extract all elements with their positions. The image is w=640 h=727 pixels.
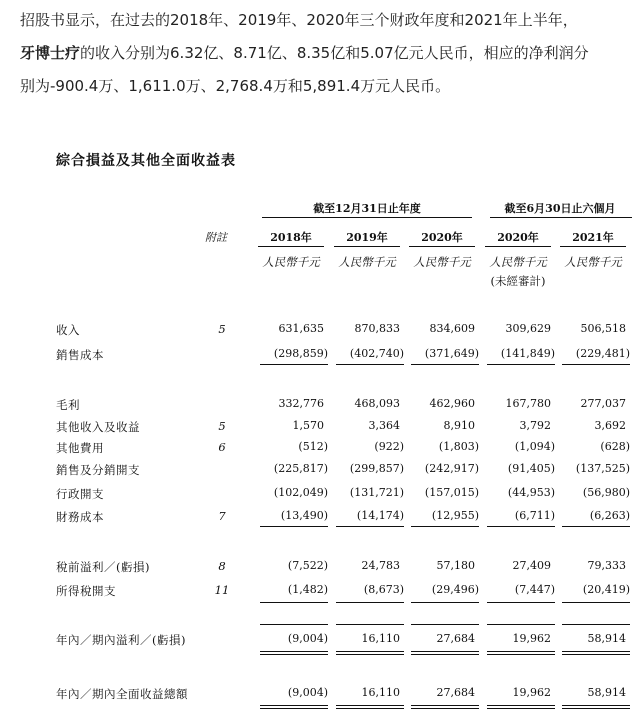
table-cell: (6,711)	[514, 509, 555, 522]
subtotal-rule	[336, 624, 404, 625]
row-note-ref: 5	[218, 419, 226, 433]
note-column-header: 附註	[205, 231, 227, 244]
row-label: 財務成本	[56, 510, 104, 524]
table-cell: (9,004)	[287, 632, 328, 645]
table-cell: 834,609	[429, 322, 475, 335]
subtotal-rule	[336, 526, 404, 527]
group-header-annual: 截至12月31日止年度	[313, 202, 421, 215]
table-cell: (371,649)	[424, 347, 479, 360]
row-label: 其他費用	[56, 441, 104, 455]
table-cell: (512)	[298, 440, 328, 453]
table-cell: 16,110	[361, 632, 400, 645]
column-currency-unit: 人民幣千元	[262, 255, 320, 269]
table-cell: (7,522)	[287, 559, 328, 572]
double-underline	[411, 651, 479, 655]
group-header-annual-rule	[262, 217, 472, 218]
table-cell: (922)	[374, 440, 404, 453]
column-year-rule	[258, 246, 324, 247]
table-cell: 8,910	[443, 419, 475, 432]
table-cell: (1,482)	[287, 583, 328, 596]
table-cell: 27,409	[512, 559, 551, 572]
table-cell: 79,333	[587, 559, 626, 572]
row-label: 收入	[56, 323, 80, 337]
column-currency-unit: 人民幣千元	[413, 255, 471, 269]
column-year-rule	[485, 246, 551, 247]
table-cell: 506,518	[580, 322, 626, 335]
company-name: 牙博士疗	[20, 44, 81, 62]
double-underline	[562, 705, 630, 709]
column-year-header: 2020年	[421, 231, 463, 244]
group-header-halfyear: 截至6月30日止六個月	[504, 202, 616, 215]
table-cell: (1,803)	[438, 440, 479, 453]
column-year-header: 2019年	[346, 231, 388, 244]
table-cell: 3,792	[519, 419, 551, 432]
column-currency-unit: 人民幣千元	[489, 255, 547, 269]
table-cell: 27,684	[436, 686, 475, 699]
column-year-rule	[560, 246, 626, 247]
table-cell: (9,004)	[287, 686, 328, 699]
subtotal-rule	[411, 526, 479, 527]
row-label: 年內／期內溢利／(虧損)	[56, 633, 186, 647]
row-label: 銷售及分銷開支	[56, 463, 140, 477]
subtotal-rule	[487, 526, 555, 527]
double-underline	[562, 651, 630, 655]
column-year-header: 2020年	[497, 231, 539, 244]
subtotal-rule	[487, 364, 555, 365]
subtotal-rule	[562, 602, 630, 603]
table-cell: 462,960	[429, 397, 475, 410]
subtotal-rule	[336, 602, 404, 603]
intro-line-3: 别为-900.4万、1,611.0万、2,768.4万和5,891.4万元人民币。	[20, 77, 451, 95]
table-cell: 58,914	[587, 686, 626, 699]
table-cell: 631,635	[278, 322, 324, 335]
row-note-ref: 8	[218, 559, 226, 573]
row-label: 所得稅開支	[56, 584, 116, 598]
subtotal-rule	[260, 624, 328, 625]
table-cell: (628)	[600, 440, 630, 453]
double-underline	[260, 651, 328, 655]
table-cell: 277,037	[580, 397, 626, 410]
table-cell: (6,263)	[589, 509, 630, 522]
row-label: 毛利	[56, 398, 80, 412]
subtotal-rule	[562, 624, 630, 625]
column-year-header: 2021年	[572, 231, 614, 244]
column-currency-unit: 人民幣千元	[564, 255, 622, 269]
table-cell: (141,849)	[500, 347, 555, 360]
table-cell: (29,496)	[431, 583, 479, 596]
subtotal-rule	[336, 364, 404, 365]
table-cell: (56,980)	[582, 486, 630, 499]
row-note-ref: 5	[218, 322, 226, 336]
double-underline	[487, 651, 555, 655]
row-label: 稅前溢利／(虧損)	[56, 560, 150, 574]
row-note-ref: 7	[218, 509, 226, 523]
double-underline	[336, 651, 404, 655]
table-cell: (242,917)	[424, 462, 479, 475]
subtotal-rule	[260, 602, 328, 603]
row-note-ref: 11	[214, 583, 230, 597]
table-cell: 167,780	[505, 397, 551, 410]
row-label: 銷售成本	[56, 348, 104, 362]
column-year-rule	[409, 246, 475, 247]
table-cell: (229,481)	[575, 347, 630, 360]
table-cell: (8,673)	[363, 583, 404, 596]
column-currency-unit: 人民幣千元	[338, 255, 396, 269]
group-header-halfyear-rule	[490, 217, 632, 218]
table-cell: 19,962	[512, 686, 551, 699]
subtotal-rule	[411, 364, 479, 365]
double-underline	[336, 705, 404, 709]
column-year-rule	[334, 246, 400, 247]
table-cell: (157,015)	[424, 486, 479, 499]
column-year-header: 2018年	[270, 231, 312, 244]
subtotal-rule	[487, 602, 555, 603]
table-cell: (13,490)	[280, 509, 328, 522]
table-cell: (131,721)	[349, 486, 404, 499]
subtotal-rule	[411, 624, 479, 625]
table-cell: 468,093	[354, 397, 400, 410]
table-cell: 309,629	[505, 322, 551, 335]
table-cell: (44,953)	[507, 486, 555, 499]
table-cell: (1,094)	[514, 440, 555, 453]
table-cell: (102,049)	[273, 486, 328, 499]
table-cell: (402,740)	[349, 347, 404, 360]
subtotal-rule	[562, 364, 630, 365]
row-note-ref: 6	[218, 440, 226, 454]
subtotal-rule	[562, 526, 630, 527]
table-cell: 3,364	[368, 419, 400, 432]
row-label: 行政開支	[56, 487, 104, 501]
table-cell: 58,914	[587, 632, 626, 645]
table-cell: 1,570	[292, 419, 324, 432]
subtotal-rule	[487, 624, 555, 625]
intro-line-1: 招股书显示，在过去的2018年、2019年、2020年三个财政年度和2021年上半年，	[20, 11, 578, 29]
table-cell: 57,180	[436, 559, 475, 572]
table-cell: (14,174)	[356, 509, 404, 522]
table-cell: 3,692	[594, 419, 626, 432]
table-cell: (225,817)	[273, 462, 328, 475]
double-underline	[260, 705, 328, 709]
table-cell: (298,859)	[273, 347, 328, 360]
table-cell: 19,962	[512, 632, 551, 645]
row-label: 其他收入及收益	[56, 420, 140, 434]
table-cell: (91,405)	[507, 462, 555, 475]
table-cell: 27,684	[436, 632, 475, 645]
row-label: 年內／期內全面收益總額	[56, 687, 188, 701]
statement-title: 綜合損益及其他全面收益表	[56, 153, 236, 169]
unaudited-note: (未經審計)	[490, 274, 546, 288]
table-cell: (137,525)	[575, 462, 630, 475]
table-cell: (299,857)	[349, 462, 404, 475]
double-underline	[411, 705, 479, 709]
subtotal-rule	[260, 364, 328, 365]
table-cell: (12,955)	[431, 509, 479, 522]
subtotal-rule	[260, 526, 328, 527]
table-cell: 24,783	[361, 559, 400, 572]
subtotal-rule	[411, 602, 479, 603]
table-cell: 870,833	[354, 322, 400, 335]
double-underline	[487, 705, 555, 709]
table-cell: 332,776	[278, 397, 324, 410]
table-cell: (7,447)	[514, 583, 555, 596]
intro-line-2: 的收入分别为6.32亿、8.71亿、8.35亿和5.07亿元人民币，相应的净利润分	[80, 44, 589, 62]
table-cell: 16,110	[361, 686, 400, 699]
table-cell: (20,419)	[582, 583, 630, 596]
